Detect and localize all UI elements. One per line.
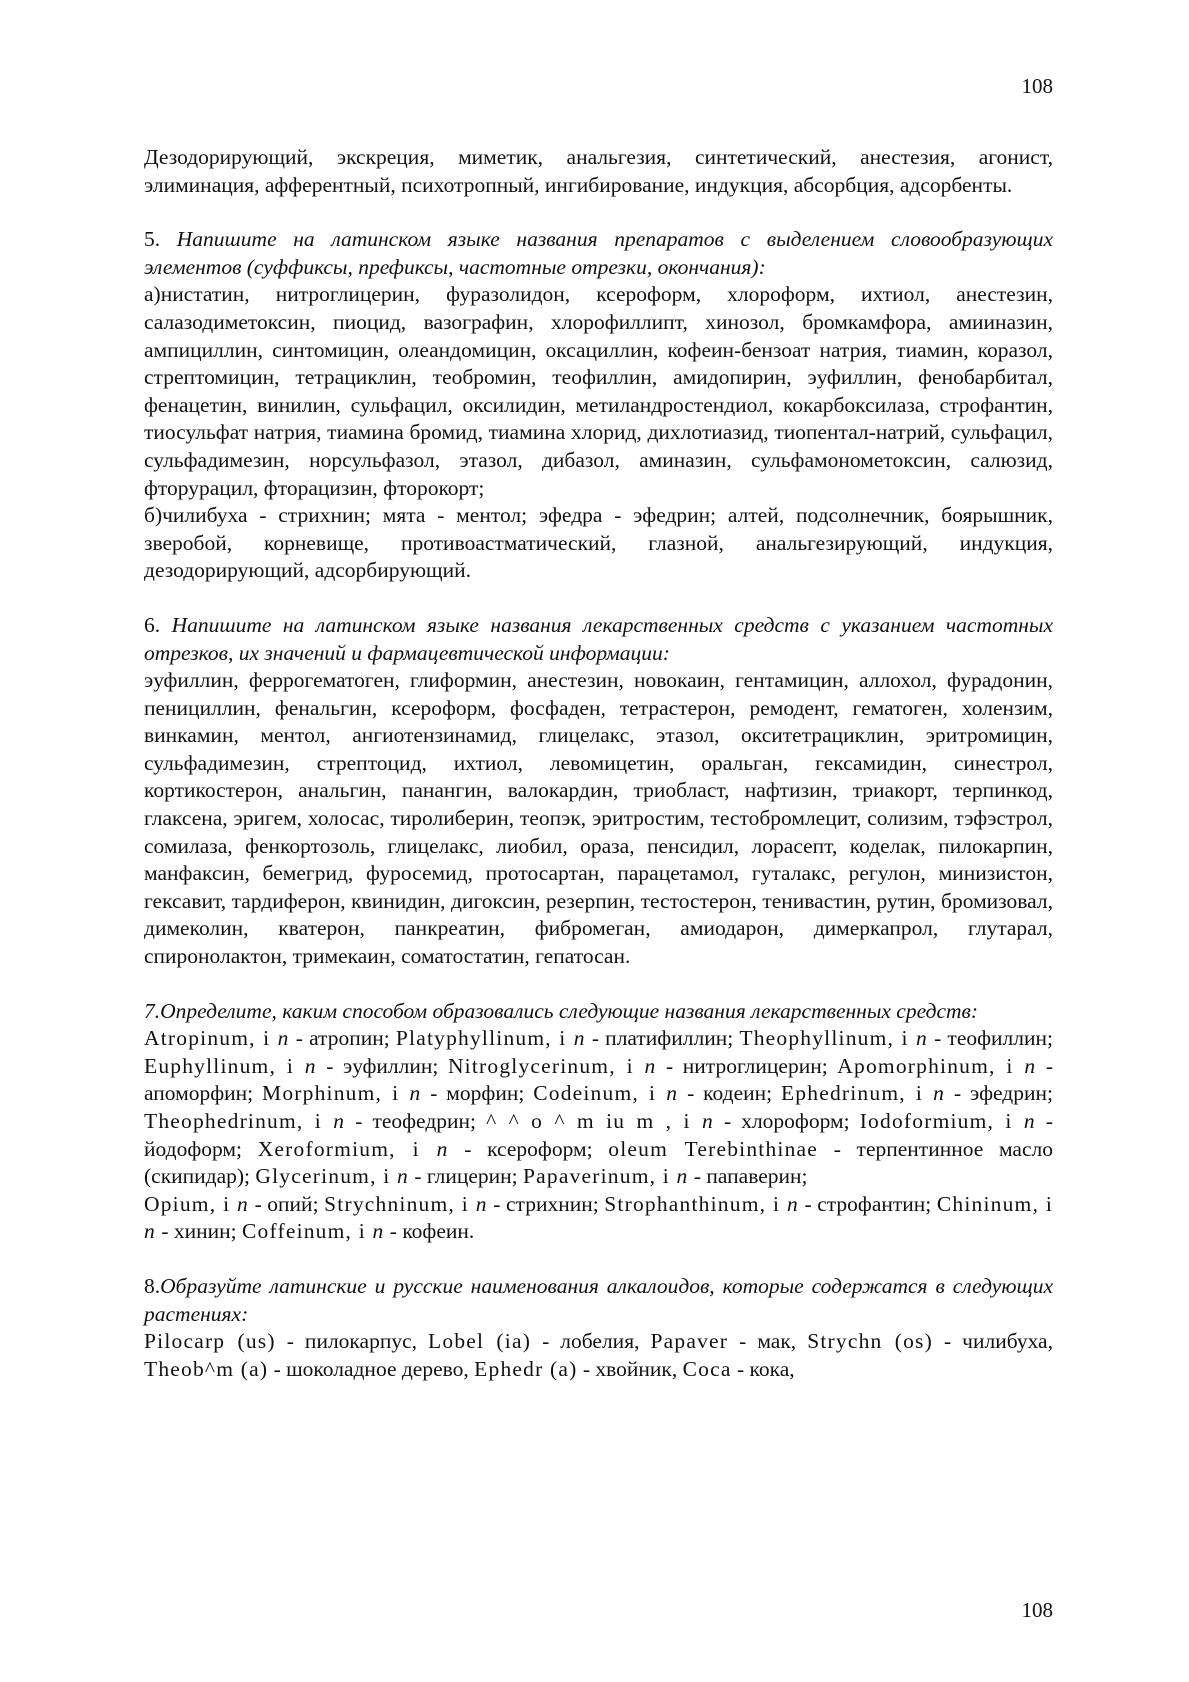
latin-term: Xeroformium, i xyxy=(257,1136,437,1161)
gender-marker: n xyxy=(666,1081,679,1106)
russian-term: - апоморфин; xyxy=(144,1053,1054,1106)
russian-term: - мак, xyxy=(728,1329,808,1354)
latin-term: Ephedrinum, i xyxy=(780,1081,934,1106)
task-7-list xyxy=(144,1025,1053,1191)
latin-term: Papaverinum, i xyxy=(522,1164,677,1189)
gender-marker: n xyxy=(1024,1053,1037,1078)
gender-marker: n xyxy=(676,1164,689,1189)
gender-marker: n xyxy=(144,1219,156,1244)
latin-term: Strophanthinum, i xyxy=(604,1191,787,1216)
russian-term: - атропин; xyxy=(289,1026,396,1051)
gender-marker: n xyxy=(475,1191,488,1216)
russian-term: - теофиллин; xyxy=(927,1026,1054,1051)
spacer xyxy=(144,585,1053,612)
latin-term: Theophedrinum, i xyxy=(144,1109,334,1133)
latin-term: Opium, i xyxy=(144,1191,238,1216)
latin-term: Strychn (os) xyxy=(807,1329,933,1354)
task-5-part-b: б)чилибуха - стрихнин; мята - ментол; эфедра - эфедрин; алтей, подсолнечник, боярышник, зверобой, корневище, противоастматический, глазной, анальгезирующий, индукция, дезодорирующий, адсорбирующий. xyxy=(144,503,1053,583)
latin-term: Platyphyllinum, i xyxy=(395,1026,574,1051)
page-number-bottom: 108 xyxy=(1021,1598,1053,1622)
latin-term: Morphinum, i xyxy=(262,1081,410,1106)
russian-term: - опий; xyxy=(248,1191,325,1216)
task-6-heading xyxy=(144,612,1053,667)
task-5-heading xyxy=(144,226,1053,281)
russian-term: - шоколадное дерево, xyxy=(268,1356,475,1381)
task-5-number: 5. xyxy=(144,227,161,252)
russian-term: - чилибуха, xyxy=(932,1329,1053,1354)
gender-marker: n xyxy=(916,1026,928,1051)
gender-marker: n xyxy=(372,1219,385,1244)
latin-term: Ephedr (a) xyxy=(474,1356,578,1381)
russian-term: - эфедрин; xyxy=(945,1081,1053,1106)
gender-marker: n xyxy=(573,1026,586,1051)
latin-term: Theob^m (a) xyxy=(144,1356,269,1381)
task-7-list-2 xyxy=(144,1191,1053,1246)
russian-term: - глицерин; xyxy=(408,1164,523,1189)
latin-term: Pilocarp (us) xyxy=(144,1329,276,1354)
spacer xyxy=(144,1246,1053,1273)
russian-term: - платифиллин; xyxy=(585,1026,740,1051)
russian-term: - теофедрин; xyxy=(345,1109,487,1133)
russian-term: - ксероформ; xyxy=(448,1136,609,1161)
russian-term: - кофеин. xyxy=(384,1219,475,1244)
gender-marker: n xyxy=(397,1164,409,1189)
gender-marker: n xyxy=(409,1081,422,1106)
latin-term: Theophyllinum, i xyxy=(739,1026,916,1051)
gender-marker: n xyxy=(277,1026,290,1051)
russian-term: - эуфиллин; xyxy=(316,1053,448,1078)
russian-term: - строфантин; xyxy=(798,1191,937,1216)
latin-term: Nitroglycerinum, i xyxy=(447,1053,645,1078)
latin-term: Chininum, i xyxy=(936,1191,1053,1216)
task-8-list xyxy=(144,1328,1053,1383)
gender-marker: n xyxy=(1023,1109,1036,1133)
russian-term: - кодеин; xyxy=(678,1081,781,1106)
latin-term: Apomorphinum, i xyxy=(837,1053,1025,1078)
gender-marker: n xyxy=(644,1053,657,1078)
russian-term: - пилокарпус, xyxy=(275,1329,429,1354)
latin-term: Coca xyxy=(682,1356,732,1381)
latin-term: Glycerinum, i xyxy=(255,1164,397,1189)
russian-term: - йодоформ; xyxy=(144,1109,1053,1161)
spacer xyxy=(144,199,1053,226)
gender-marker: n xyxy=(701,1109,714,1133)
latin-term: Lobel (ia) xyxy=(428,1329,532,1354)
latin-term: Papaver xyxy=(650,1329,729,1354)
russian-term: - хинин; xyxy=(155,1219,242,1244)
task-8-number: 8. xyxy=(144,1273,161,1298)
latin-term: Atropinum, i xyxy=(144,1026,278,1051)
gender-marker: n xyxy=(786,1191,799,1216)
intro-word-list: Дезодорирующий, экскреция, миметик, анальгезия, синтетический, анестезия, агонист, элиминация, афферентный, психотропный, ингибирование, индукция, абсорбция, адсорбенты. xyxy=(144,145,1053,197)
russian-term: - папаверин; xyxy=(688,1164,808,1189)
russian-term: - стрихнин; xyxy=(487,1191,605,1216)
task-8-heading xyxy=(144,1273,1053,1328)
document-body xyxy=(144,144,1053,1383)
gender-marker: n xyxy=(237,1191,249,1216)
task-6-body: эуфиллин, феррогематоген, глиформин, анестезин, новокаин, гентамицин, аллохол, фурадонин, пенициллин, фенальгин, ксероформ, фосфаден, тетрастерон, ремодент, гематоген, холензим, винкамин, ментол, ангиотензинамид, глицелакс, этазол, окситетрациклин, эритромицин, сульфадимезин, стрептоцид, ихтиол, левомицетин, оральган, гексамидин, синестрол, кортикостерон, анальгин, панангин, валокардин, триобласт, нафтизин, триакорт, терпинкод, глаксена, эригем, холосас, тиролиберин, теопэк, эритростим, тестобромлецит, солизим, тэфэстрол, сомилаза, фенкортозоль, глицелакс, лиобил, ораза, пенсидил, лорасепт, коделак, пилокарпин, манфаксин, бемегрид, фуросемид, протосартан, парацетамол, гуталакс, регулон, минизистон, гексавит, тардиферон, квинидин, дигоксин, резерпин, тестостерон, тенивастин, рутин, бромизовал, димеколин, кватерон, панкреатин, фибромеган, амиодарон, димеркапрол, глутарал, спиронолактон, тримекаин, соматостатин, гепатосан. xyxy=(144,668,1053,969)
latin-term: Strychninum, i xyxy=(324,1191,476,1216)
russian-term: - нитроглицерин; xyxy=(656,1053,838,1078)
task-7-heading xyxy=(144,998,1053,1026)
spacer xyxy=(144,971,1053,998)
task-7-number: 7. xyxy=(144,998,161,1023)
latin-term: Euphyllinum, i xyxy=(144,1053,305,1078)
latin-term: ^ ^ o ^ m iu m , i xyxy=(486,1109,702,1133)
russian-term: - хлороформ; xyxy=(713,1109,860,1133)
russian-term: - кока, xyxy=(731,1356,795,1381)
gender-marker: n xyxy=(933,1081,946,1106)
gender-marker: n xyxy=(304,1053,317,1078)
russian-term: - морфин; xyxy=(421,1081,534,1106)
latin-term: Iodoformium, i xyxy=(859,1109,1024,1133)
task-5-part-a: а)нистатин, нитроглицерин, фуразолидон, ксероформ, хлороформ, ихтиол, анестезин, салазодиметоксин, пиоцид, вазографин, хлорофиллипт, хинозол, бромкамфора, амииназин, ампициллин, синтомицин, олеандомицин, оксациллин, кофеин-бензоат натрия, тиамин, коразол, стрептомицин, тетрациклин, теобромин, теофиллин, амидопирин, эуфиллин, фенобарбитал, фенацетин, винилин, сульфацил, оксилидин, метиландростендиол, кокарбоксилаза, строфантин, тиосульфат натрия, тиамина бромид, тиамина хлорид, дихлотиазид, тиопентал-натрий, сульфацил, сульфадимезин, норсульфазол, этазол, дибазол, аминазин, сульфамонометоксин, салюзид, фторурацил, фторацизин, фторокорт; xyxy=(144,282,1053,500)
task-6-number: 6. xyxy=(144,612,161,637)
russian-term: - терпентинное масло (скипидар); xyxy=(144,1136,1053,1189)
page-number-top: 108 xyxy=(1021,74,1053,98)
task-6-heading-text: Напишите на латинском языке названия лекарственных средств с указанием частотных отрезков, их значений и фармацевтической информации: xyxy=(144,612,1053,665)
russian-term: - лобелия, xyxy=(531,1329,651,1354)
task-8-heading-text: Образуйте латинские и русские наименования алкалоидов, которые содержатся в следующих растениях: xyxy=(144,1273,1053,1326)
gender-marker: n xyxy=(333,1109,346,1133)
task-7-heading-text: Определите, каким способом образовались следующие названия лекарственных средств: xyxy=(160,998,979,1023)
latin-term: Coffeinum, i xyxy=(242,1219,373,1244)
gender-marker: n xyxy=(436,1136,449,1161)
latin-term: oleum Terebinthinae xyxy=(608,1136,819,1161)
latin-term: Codeinum, i xyxy=(533,1081,667,1106)
russian-term: - хвойник, xyxy=(577,1356,683,1381)
task-5-heading-text: Напишите на латинском языке названия препаратов с выделением словообразующих элементов (суффиксы, префиксы, частотные отрезки, окончания): xyxy=(144,227,1053,279)
